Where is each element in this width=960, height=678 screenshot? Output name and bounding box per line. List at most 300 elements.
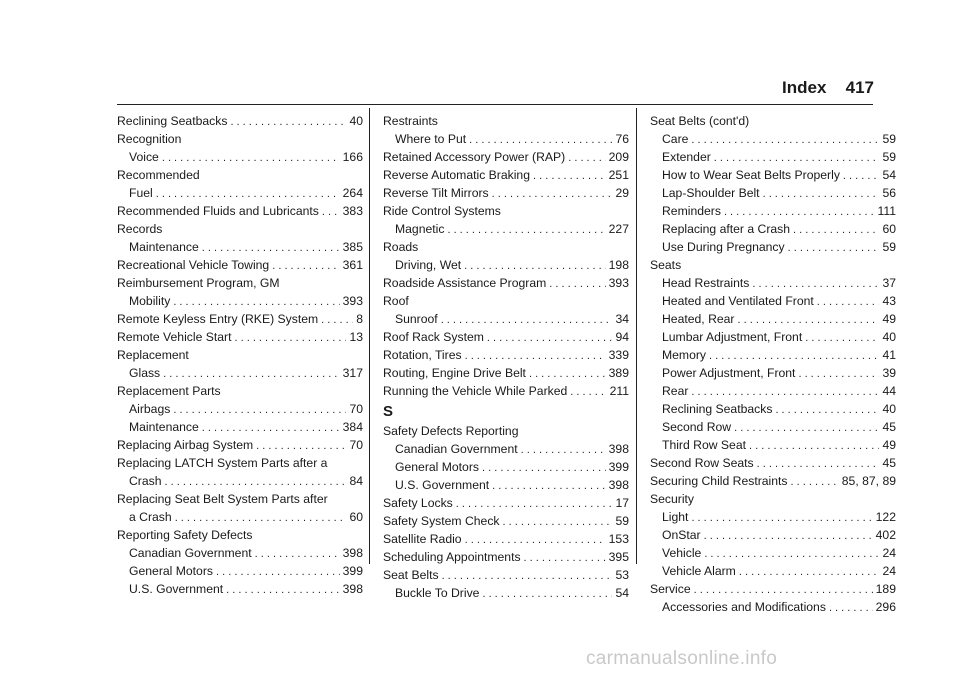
entry-page-number: 94 [615,330,629,344]
index-entry [383,202,629,220]
index-subentry [117,238,363,256]
index-subentry [383,310,629,328]
index-subentry [650,418,896,436]
index-entry [383,382,629,400]
dot-leader [156,185,340,203]
entry-term: Heated, Rear [662,312,735,326]
entry-page-number: 198 [608,258,629,272]
index-entry [117,274,363,292]
dot-leader [533,167,606,185]
index-entry [383,184,629,202]
index-entry [383,422,629,440]
dot-leader [482,459,606,477]
entry-term: Canadian Government [129,546,252,560]
entry-term: Recommended Fluids and Lubricants [117,204,319,218]
entry-term: Reverse Automatic Braking [383,168,530,182]
index-entry [383,112,629,130]
entry-term: Replacing Seat Belt System Parts after [117,492,328,506]
entry-term: Care [662,132,689,146]
entry-term: Maintenance [129,240,199,254]
dot-leader [788,239,880,257]
dot-leader [521,441,606,459]
index-subentry [383,440,629,458]
entry-term: Seat Belts [383,568,439,582]
index-subentry [650,436,896,454]
entry-term: Heated and Ventilated Front [662,294,814,308]
dot-leader [487,329,613,347]
entry-term: Vehicle [662,546,702,560]
index-subentry [383,256,629,274]
entry-page-number: 122 [875,510,896,524]
dot-leader [568,149,605,167]
index-subentry [650,238,896,256]
page-section-title: Index [782,78,827,97]
dot-leader [793,221,879,239]
page-header [782,78,874,100]
page-number: 417 [845,78,874,97]
entry-term: Extender [662,150,711,164]
entry-term: Airbags [129,402,171,416]
index-subentry [650,184,896,202]
entry-page-number: 56 [882,186,896,200]
dot-leader [162,149,340,167]
entry-term: Head Restraints [662,276,750,290]
index-column-3 [650,112,896,616]
dot-leader [272,257,339,275]
entry-term: Canadian Government [395,442,518,456]
index-entry [117,256,363,274]
index-entry [383,292,629,310]
dot-leader [163,365,340,383]
entry-page-number: 339 [608,348,629,362]
entry-term: Reclining Seatbacks [662,402,773,416]
index-subentry [117,418,363,436]
dot-leader [775,401,879,419]
dot-leader [447,221,605,239]
entry-page-number: 251 [608,168,629,182]
entry-page-number: 398 [342,546,363,560]
index-subentry [117,544,363,562]
entry-page-number: 398 [608,442,629,456]
entry-page-number: 399 [342,564,363,578]
dot-leader [570,383,606,401]
entry-page-number: 44 [882,384,896,398]
entry-term: Rear [662,384,689,398]
entry-page-number: 166 [342,150,363,164]
entry-term: Reporting Safety Defects [117,528,253,542]
index-entry [117,130,363,148]
dot-leader [441,311,613,329]
dot-leader [829,599,873,617]
entry-term: Use During Pregnancy [662,240,785,254]
index-entry [117,112,363,130]
index-subentry [383,476,629,494]
entry-term: Roadside Assistance Program [383,276,547,290]
column-divider [369,108,370,564]
dot-leader [791,473,839,491]
entry-term: Reminders [662,204,721,218]
dot-leader [749,437,879,455]
index-subentry [117,184,363,202]
entry-page-number: 398 [342,582,363,596]
entry-term: Third Row Seat [662,438,746,452]
entry-page-number: 227 [608,222,629,236]
entry-term: Accessories and Modifications [662,600,826,614]
entry-term: Second Row [662,420,732,434]
entry-term: How to Wear Seat Belts Properly [662,168,840,182]
dot-leader [757,455,880,473]
dot-leader [549,275,605,293]
entry-page-number: 395 [608,550,629,564]
index-subentry [650,292,896,310]
entry-page-number: 211 [609,384,629,398]
dot-leader [798,365,879,383]
dot-leader [175,509,347,527]
entry-term: Securing Child Restraints [650,474,788,488]
dot-leader [456,495,613,513]
entry-term: Recognition [117,132,182,146]
dot-leader [691,383,879,401]
entry-term: Mobility [129,294,171,308]
entry-term: Roads [383,240,419,254]
entry-term: Retained Accessory Power (RAP) [383,150,566,164]
index-subentry [650,526,896,544]
entry-page-number: 189 [875,582,896,596]
index-subentry [650,148,896,166]
index-subentry [650,544,896,562]
entry-page-number: 402 [875,528,896,542]
index-subentry [650,346,896,364]
index-entry [650,256,896,274]
entry-term: Satellite Radio [383,532,462,546]
entry-page-number: 59 [882,150,896,164]
entry-term: Sunroof [395,312,438,326]
entry-page-number: 393 [342,294,363,308]
entry-page-number: 40 [349,114,363,128]
watermark: carmanualsonline.info [586,648,778,669]
index-column-1 [117,112,363,598]
index-entry [383,548,629,566]
entry-term: Replacing Airbag System [117,438,254,452]
entry-term: Fuel [129,186,153,200]
entry-term: Scheduling Appointments [383,550,521,564]
entry-term: Reverse Tilt Mirrors [383,186,489,200]
entry-term: U.S. Government [395,478,490,492]
entry-page-number: 70 [349,402,363,416]
index-entry [383,346,629,364]
index-subentry [117,400,363,418]
index-subentry [117,292,363,310]
entry-term: Power Adjustment, Front [662,366,796,380]
entry-term: Restraints [383,114,438,128]
index-entry [383,566,629,584]
dot-leader [492,477,606,495]
dot-leader [843,167,880,185]
index-subentry [117,472,363,490]
index-subentry [650,220,896,238]
dot-leader [529,365,606,383]
entry-page-number: 60 [349,510,363,524]
entry-term: Voice [129,150,159,164]
index-entry [117,436,363,454]
dot-leader [465,531,606,549]
entry-term: Remote Keyless Entry (RKE) System [117,312,319,326]
dot-leader [724,203,875,221]
index-subentry [117,364,363,382]
entry-page-number: 264 [342,186,363,200]
entry-term: Rotation, Tires [383,348,462,362]
entry-page-number: 209 [608,150,629,164]
entry-term: Glass [129,366,161,380]
entry-page-number: 37 [882,276,896,290]
index-entry [117,526,363,544]
entry-term: Replacement [117,348,189,362]
entry-term: Maintenance [129,420,199,434]
entry-term: Replacing LATCH System Parts after a [117,456,328,470]
entry-term: Safety Locks [383,496,453,510]
index-entry [650,580,896,598]
entry-term: Security [650,492,695,506]
entry-term: Vehicle Alarm [662,564,736,578]
dot-leader [738,311,880,329]
column-divider [636,108,637,564]
dot-leader [734,419,879,437]
entry-page-number: 317 [342,366,363,380]
entry-page-number: 111 [877,204,896,218]
dot-leader [255,545,340,563]
entry-page-number: 29 [615,186,629,200]
index-subentry [650,364,896,382]
entry-term: Reimbursement Program, GM [117,276,280,290]
index-subentry [117,580,363,598]
entry-page-number: 393 [608,276,629,290]
entry-page-number: 24 [882,546,896,560]
entry-term: Where to Put [395,132,467,146]
dot-leader [465,347,606,365]
entry-page-number: 34 [615,312,629,326]
dot-leader [482,585,612,603]
dot-leader [492,185,613,203]
entry-term: OnStar [662,528,701,542]
entry-term: Seat Belts (cont'd) [650,114,750,128]
index-subentry [383,584,629,602]
entry-term: a Crash [129,510,172,524]
entry-page-number: 383 [342,204,363,218]
index-entry [117,202,363,220]
entry-term: Running the Vehicle While Parked [383,384,568,398]
dot-leader [234,329,346,347]
entry-term: Records [117,222,163,236]
entry-page-number: 385 [342,240,363,254]
dot-leader [256,437,346,455]
header-divider [117,104,873,105]
entry-term: Remote Vehicle Start [117,330,232,344]
entry-term: Reclining Seatbacks [117,114,228,128]
index-entry [117,490,363,508]
dot-leader [704,527,873,545]
entry-term: Safety System Check [383,514,500,528]
index-subentry [650,508,896,526]
entry-term: Ride Control Systems [383,204,501,218]
index-subentry [117,148,363,166]
entry-page-number: 17 [615,496,629,510]
index-entry [117,166,363,184]
entry-term: Driving, Wet [395,258,462,272]
entry-page-number: 384 [342,420,363,434]
dot-leader [442,567,613,585]
index-entry [117,328,363,346]
dot-leader [230,113,346,131]
entry-page-number: 84 [349,474,363,488]
index-subentry [650,598,896,616]
dot-leader [805,329,879,347]
index-subentry [383,220,629,238]
index-subentry [650,166,896,184]
index-subentry [650,202,896,220]
dot-leader [321,311,353,329]
entry-page-number: 45 [882,456,896,470]
entry-page-number: 59 [882,240,896,254]
index-entry [383,512,629,530]
index-entry [383,274,629,292]
entry-page-number: 60 [882,222,896,236]
entry-page-number: 54 [615,586,629,600]
entry-page-number: 85, 87, 89 [841,474,896,488]
dot-leader [752,275,879,293]
entry-term: Crash [129,474,162,488]
entry-term: Seats [650,258,682,272]
dot-leader [763,185,880,203]
entry-page-number: 43 [882,294,896,308]
entry-page-number: 296 [875,600,896,614]
entry-page-number: 70 [349,438,363,452]
index-subentry [117,508,363,526]
dot-leader [524,549,606,567]
entry-page-number: 39 [882,366,896,380]
dot-leader [322,203,340,221]
entry-page-number: 8 [356,312,363,326]
entry-term: Safety Defects Reporting [383,424,519,438]
dot-leader [202,239,340,257]
dot-leader [226,581,340,599]
index-entry [650,454,896,472]
entry-page-number: 76 [615,132,629,146]
entry-page-number: 49 [882,438,896,452]
index-entry [650,472,896,490]
index-subentry [650,562,896,580]
entry-page-number: 53 [615,568,629,582]
entry-page-number: 398 [608,478,629,492]
dot-leader [165,473,347,491]
index-entry [117,310,363,328]
dot-leader [173,293,339,311]
index-entry [117,220,363,238]
index-entry [383,166,629,184]
dot-leader [216,563,340,581]
entry-page-number: 361 [342,258,363,272]
entry-term: Lumbar Adjustment, Front [662,330,803,344]
entry-term: Magnetic [395,222,445,236]
index-entry [383,238,629,256]
entry-term: Service [650,582,691,596]
entry-term: Roof Rack System [383,330,484,344]
index-subentry [650,400,896,418]
section-letter: S [383,403,394,420]
index-entry [383,328,629,346]
dot-leader [469,131,612,149]
index-entry [383,494,629,512]
index-subentry [650,130,896,148]
dot-leader [173,401,346,419]
entry-term: General Motors [395,460,479,474]
index-entry [383,364,629,382]
index-entry [117,346,363,364]
index-subentry [650,328,896,346]
index-column-2 [383,112,629,602]
entry-term: Memory [662,348,707,362]
entry-term: Roof [383,294,409,308]
entry-term: Light [662,510,689,524]
entry-term: Routing, Engine Drive Belt [383,366,526,380]
entry-page-number: 40 [882,330,896,344]
index-entry [117,382,363,400]
entry-term: Lap-Shoulder Belt [662,186,760,200]
entry-page-number: 399 [608,460,629,474]
dot-leader [694,581,873,599]
entry-term: Recommended [117,168,200,182]
entry-term: Recreational Vehicle Towing [117,258,270,272]
index-subentry [650,310,896,328]
entry-term: Replacement Parts [117,384,221,398]
index-entry [383,530,629,548]
entry-page-number: 40 [882,402,896,416]
entry-term: Buckle To Drive [395,586,480,600]
entry-page-number: 41 [882,348,896,362]
index-subentry [383,458,629,476]
entry-page-number: 45 [882,420,896,434]
index-subentry [383,130,629,148]
dot-leader [202,419,340,437]
entry-page-number: 389 [608,366,629,380]
entry-page-number: 59 [615,514,629,528]
entry-page-number: 59 [882,132,896,146]
dot-leader [704,545,879,563]
entry-page-number: 54 [882,168,896,182]
dot-leader [817,293,880,311]
index-subentry [117,562,363,580]
index-entry [650,112,896,130]
index-entry [650,490,896,508]
entry-page-number: 13 [349,330,363,344]
entry-term: Second Row Seats [650,456,754,470]
index-entry [117,454,363,472]
dot-leader [739,563,880,581]
entry-term: Replacing after a Crash [662,222,791,236]
dot-leader [503,513,613,531]
dot-leader [464,257,606,275]
dot-leader [691,131,879,149]
index-entry [383,148,629,166]
entry-page-number: 24 [882,564,896,578]
index-subentry [650,382,896,400]
dot-leader [714,149,880,167]
dot-leader [709,347,879,365]
entry-page-number: 49 [882,312,896,326]
index-subentry [650,274,896,292]
entry-page-number: 153 [608,532,629,546]
entry-term: U.S. Government [129,582,224,596]
entry-term: General Motors [129,564,213,578]
